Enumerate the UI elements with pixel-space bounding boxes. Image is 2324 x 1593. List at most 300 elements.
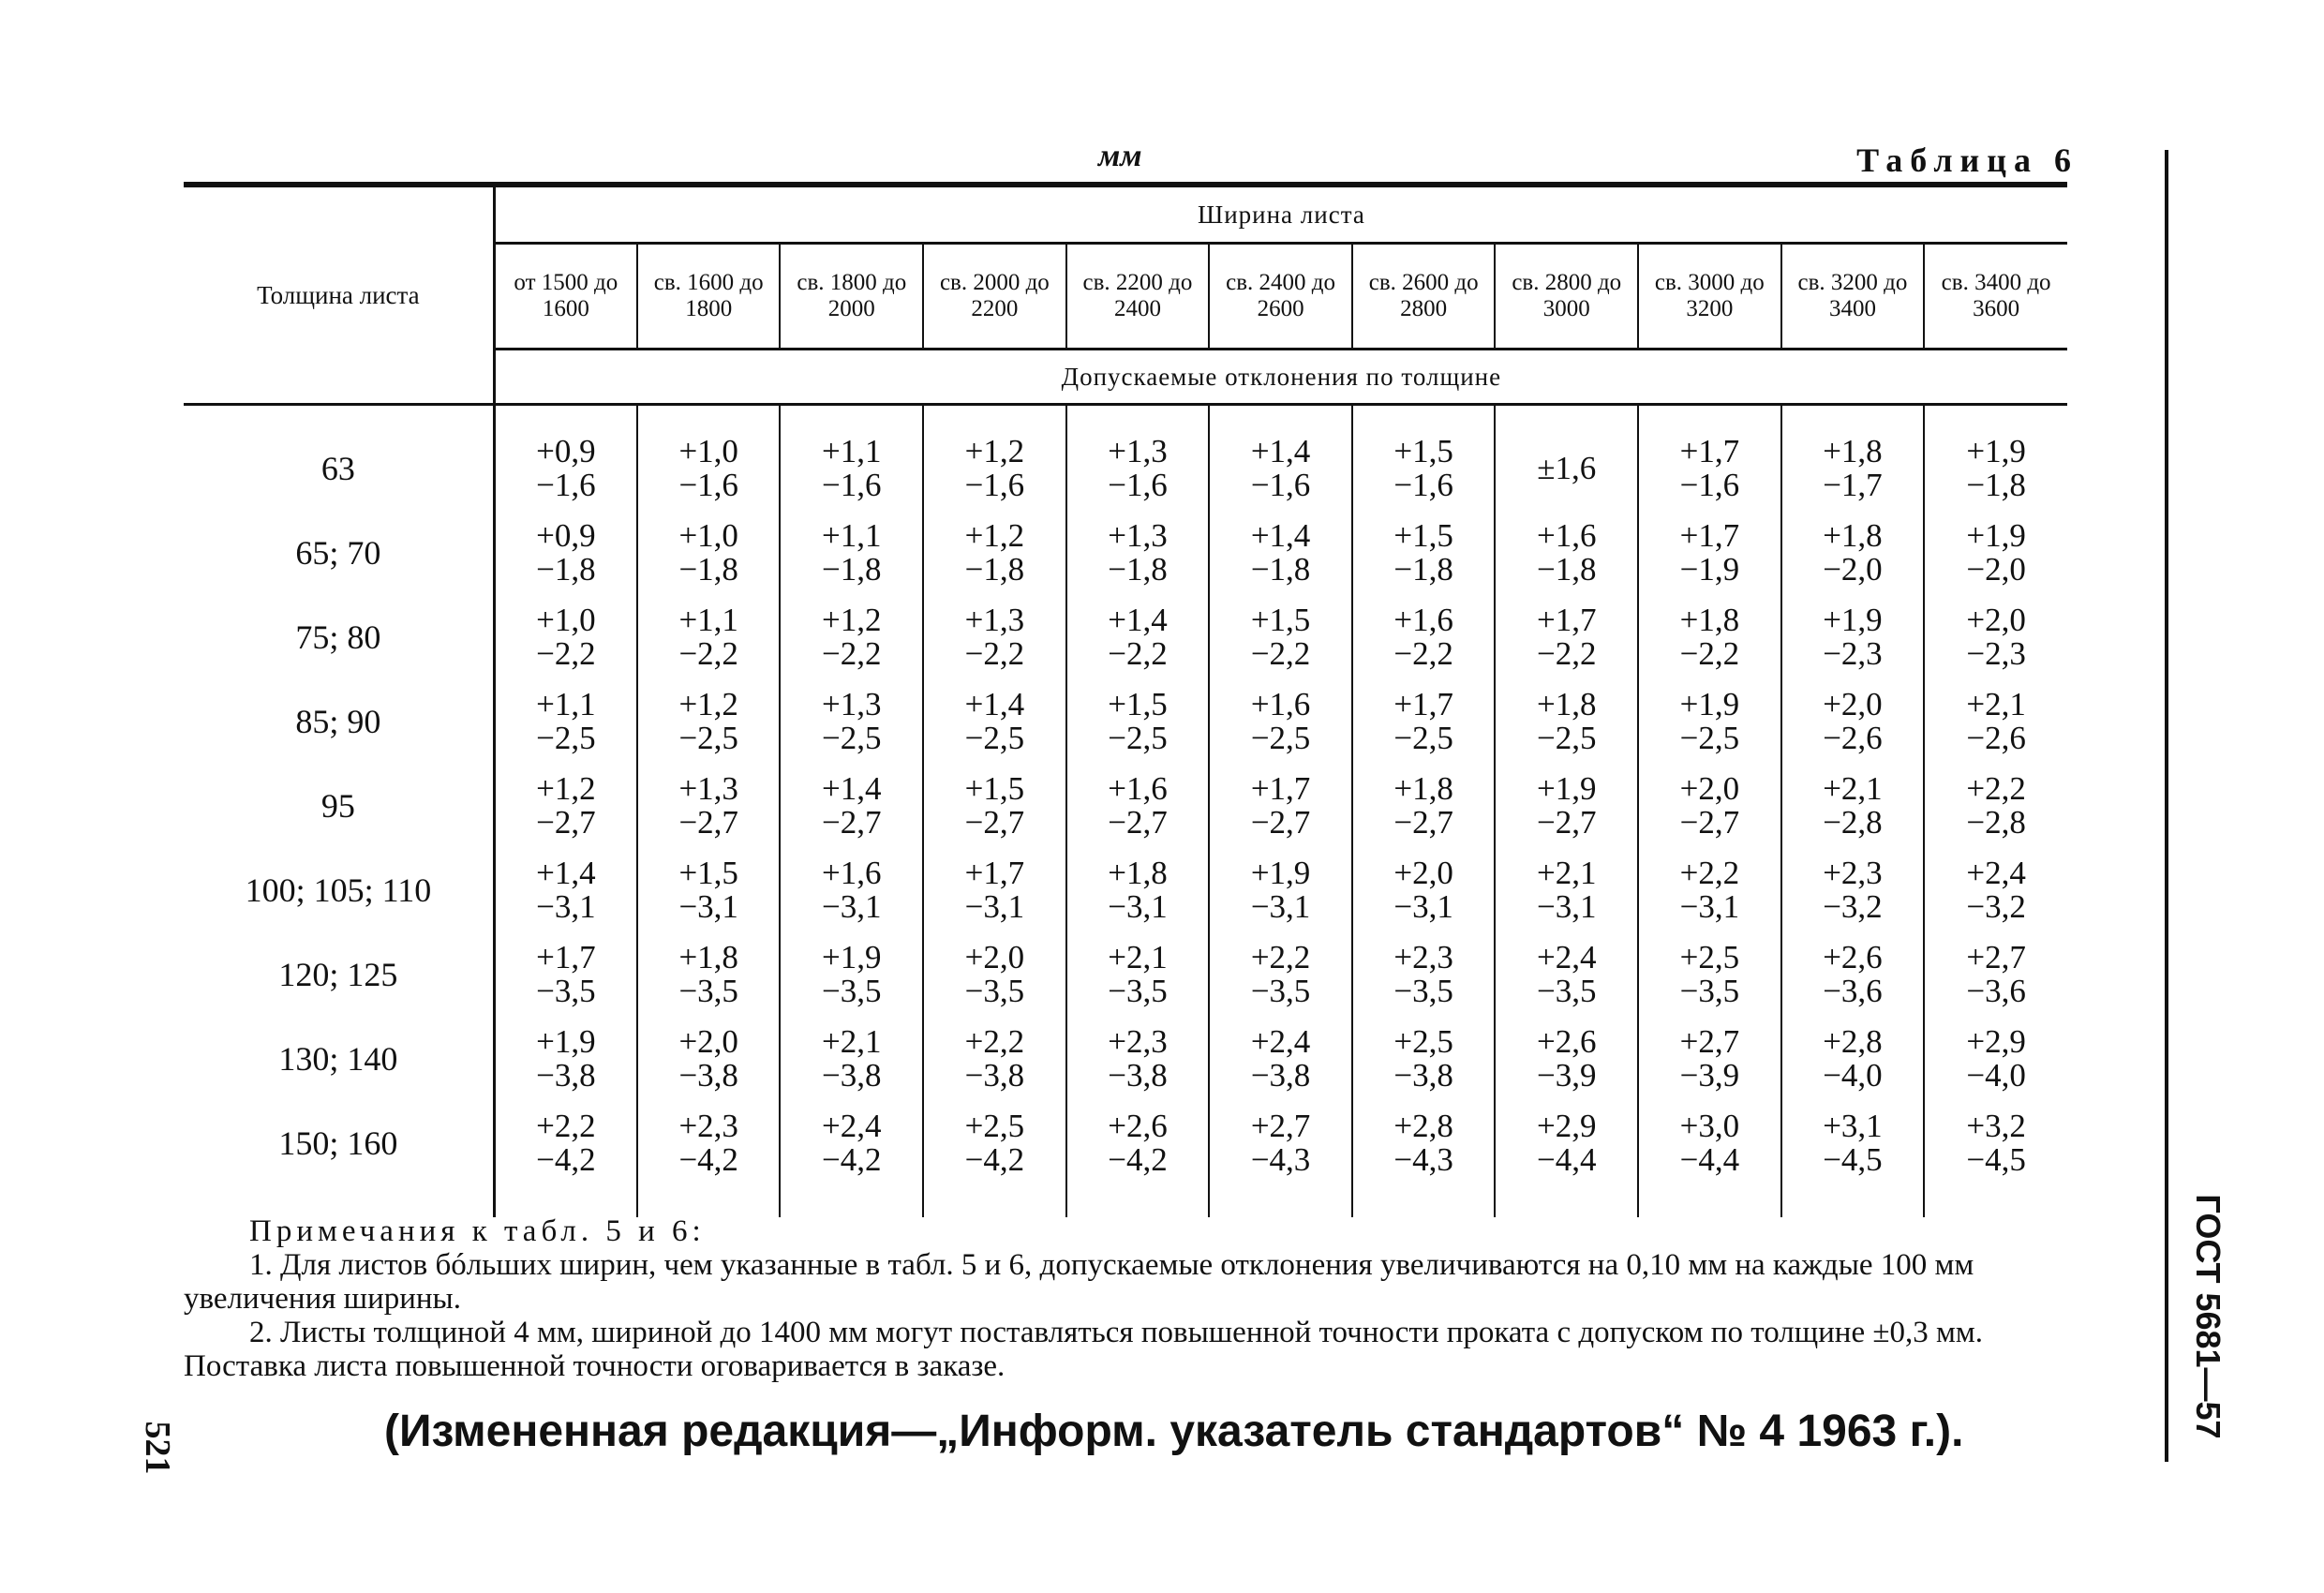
deviation-cell	[1352, 1017, 1496, 1101]
upper-deviation: +2,4	[1250, 1023, 1311, 1060]
upper-deviation: +2,6	[1823, 939, 1883, 975]
upper-deviation: +1,9	[1823, 602, 1883, 638]
upper-deviation: +2,4	[1966, 855, 2026, 891]
upper-deviation: +1,0	[536, 602, 596, 638]
deviation-cell	[1495, 1101, 1638, 1217]
upper-deviation: +2,0	[678, 1023, 738, 1060]
table-row	[184, 1101, 2067, 1217]
upper-deviation: +2,3	[678, 1108, 738, 1144]
upper-deviation: +2,6	[1108, 1108, 1168, 1144]
lower-deviation: −1,6	[1108, 467, 1168, 503]
deviation-cell	[1638, 932, 1781, 1017]
deviation-cell	[1924, 848, 2067, 932]
thickness-cell: 150; 160	[184, 1101, 494, 1217]
width-col-header: св. 2800 до 3000	[1495, 244, 1638, 350]
deviation-cell	[637, 848, 781, 932]
deviation-cell	[1209, 1101, 1352, 1217]
deviation-cell	[923, 595, 1066, 679]
width-col-header: св. 1800 до 2000	[780, 244, 923, 350]
lower-deviation: −2,7	[678, 804, 738, 841]
standard-designation	[2189, 1190, 2227, 1443]
upper-deviation: +1,8	[1823, 517, 1883, 554]
deviation-cell	[780, 511, 923, 595]
upper-deviation: +1,8	[1679, 602, 1740, 638]
lower-deviation: −1,7	[1823, 467, 1883, 503]
lower-deviation: −2,5	[1537, 720, 1597, 756]
deviation-cell	[1066, 932, 1210, 1017]
upper-deviation: +1,4	[536, 855, 596, 891]
thickness-cell: 85; 90	[184, 679, 494, 764]
deviation-cell	[780, 1017, 923, 1101]
deviation-cell	[1209, 932, 1352, 1017]
lower-deviation: −3,6	[1823, 973, 1883, 1009]
deviation-cell	[1066, 511, 1210, 595]
width-col-header: св. 2400 до 2600	[1209, 244, 1352, 350]
upper-deviation: +1,0	[678, 517, 738, 554]
lower-deviation: −2,0	[1966, 551, 2026, 588]
lower-deviation: −2,7	[536, 804, 596, 841]
deviation-cell	[494, 511, 637, 595]
lower-deviation: −1,8	[1393, 551, 1453, 588]
deviation-cell	[1638, 848, 1781, 932]
lower-deviation: −3,8	[536, 1057, 596, 1094]
deviation-cell	[1495, 679, 1638, 764]
deviation-cell	[1638, 405, 1781, 512]
thickness-cell: 63	[184, 405, 494, 512]
deviation-cell	[1352, 595, 1496, 679]
upper-deviation: +1,9	[1537, 770, 1597, 807]
upper-deviation: +1,3	[964, 602, 1025, 638]
notes-block	[184, 1214, 2095, 1383]
deviation-cell	[923, 764, 1066, 848]
upper-deviation: +1,2	[678, 686, 738, 722]
deviation-cell	[1781, 932, 1925, 1017]
lower-deviation: −4,5	[1823, 1141, 1883, 1178]
deviation-cell	[1924, 1101, 2067, 1217]
upper-deviation: +1,9	[1966, 433, 2026, 469]
deviation-cell	[780, 405, 923, 512]
upper-deviation: +2,5	[1679, 939, 1740, 975]
upper-deviation: +1,4	[1250, 433, 1311, 469]
upper-deviation: +2,5	[1393, 1023, 1453, 1060]
lower-deviation: −2,2	[1250, 635, 1311, 672]
lower-deviation: −3,9	[1537, 1057, 1597, 1094]
deviation-cell	[1495, 848, 1638, 932]
upper-deviation: +1,7	[536, 939, 596, 975]
upper-deviation: +1,8	[1537, 686, 1597, 722]
width-col-header: св. 2000 до 2200	[923, 244, 1066, 350]
lower-deviation: −2,5	[822, 720, 882, 756]
lower-deviation: −4,3	[1393, 1141, 1453, 1178]
lower-deviation: −3,9	[1679, 1057, 1740, 1094]
upper-deviation: +1,7	[1537, 602, 1597, 638]
upper-deviation: +2,2	[964, 1023, 1025, 1060]
upper-deviation: +2,6	[1537, 1023, 1597, 1060]
deviation-cell	[494, 595, 637, 679]
lower-deviation: −2,5	[964, 720, 1025, 756]
upper-deviation: +2,1	[1966, 686, 2026, 722]
deviation-cell	[637, 679, 781, 764]
lower-deviation: −2,0	[1823, 551, 1883, 588]
deviation-cell	[1638, 595, 1781, 679]
deviation-cell	[780, 932, 923, 1017]
lower-deviation: −3,5	[1679, 973, 1740, 1009]
upper-deviation: +1,4	[1250, 517, 1311, 554]
deviation-cell	[1924, 405, 2067, 512]
lower-deviation: −2,8	[1966, 804, 2026, 841]
tolerance-table-body	[184, 405, 2067, 1218]
deviation-cell	[1495, 511, 1638, 595]
deviation-cell	[1781, 511, 1925, 595]
lower-deviation: −3,1	[536, 888, 596, 925]
deviation-cell	[1781, 679, 1925, 764]
upper-deviation: +1,1	[822, 517, 882, 554]
deviation-cell	[637, 405, 781, 512]
upper-deviation: +0,9	[536, 517, 596, 554]
deviation-cell	[494, 848, 637, 932]
lower-deviation: −2,2	[1537, 635, 1597, 672]
upper-deviation: +1,8	[1108, 855, 1168, 891]
deviation-cell	[1924, 932, 2067, 1017]
deviation-cell	[637, 1101, 781, 1217]
lower-deviation: −2,7	[1537, 804, 1597, 841]
upper-deviation: +2,2	[536, 1108, 596, 1144]
deviation-cell	[1066, 679, 1210, 764]
lower-deviation: −3,2	[1966, 888, 2026, 925]
upper-deviation: +2,2	[1679, 855, 1740, 891]
upper-deviation: +2,0	[1966, 602, 2026, 638]
deviation-cell	[1209, 679, 1352, 764]
upper-deviation: +1,3	[822, 686, 882, 722]
lower-deviation: −2,8	[1823, 804, 1883, 841]
deviation-cell	[1352, 764, 1496, 848]
upper-deviation: +2,9	[1537, 1108, 1597, 1144]
deviation-cell	[1209, 405, 1352, 512]
thickness-cell: 130; 140	[184, 1017, 494, 1101]
deviation-cell	[1638, 1101, 1781, 1217]
lower-deviation: −1,8	[1108, 551, 1168, 588]
lower-deviation: −4,2	[678, 1141, 738, 1178]
deviation-cell	[1209, 595, 1352, 679]
lower-deviation: −4,4	[1679, 1141, 1740, 1178]
upper-deviation: +2,8	[1393, 1108, 1453, 1144]
lower-deviation: −3,1	[1250, 888, 1311, 925]
lower-deviation: −1,8	[536, 551, 596, 588]
lower-deviation: −3,5	[1537, 973, 1597, 1009]
upper-deviation: +1,6	[1108, 770, 1168, 807]
lower-deviation: −4,2	[1108, 1141, 1168, 1178]
notes-title: Примечания к табл. 5 и 6:	[249, 1214, 706, 1248]
upper-deviation: +1,7	[1393, 686, 1453, 722]
edition-note: (Измененная редакция—„Информ. указатель стандартов“ № 4 1963 г.).	[384, 1407, 1964, 1456]
lower-deviation: −3,5	[964, 973, 1025, 1009]
deviation-cell	[1066, 764, 1210, 848]
deviation-cell	[1495, 1017, 1638, 1101]
upper-deviation: +2,7	[1679, 1023, 1740, 1060]
deviation-subheader: Допускаемые отклонения по толщине	[494, 350, 2067, 405]
lower-deviation: −2,2	[678, 635, 738, 672]
note-2: 2. Листы толщиной 4 мм, шириной до 1400 мм могут поставляться повышенной точности проката с допуском по толщине ±0,3 мм. Поставка листа повышенной точности оговаривается в заказе.	[184, 1316, 1983, 1383]
upper-deviation: +3,0	[1679, 1108, 1740, 1144]
upper-deviation: +1,4	[1108, 602, 1168, 638]
lower-deviation: −1,8	[1966, 467, 2026, 503]
upper-deviation: +1,7	[1679, 433, 1740, 469]
upper-deviation: ±1,6	[1537, 450, 1597, 486]
deviation-cell	[1924, 679, 2067, 764]
lower-deviation: −3,1	[822, 888, 882, 925]
lower-deviation: −4,0	[1823, 1057, 1883, 1094]
standard-label: ГОСТ 5681—57	[2189, 1194, 2227, 1439]
lower-deviation: −3,5	[1250, 973, 1311, 1009]
upper-deviation: +1,9	[1250, 855, 1311, 891]
upper-deviation: +2,0	[1393, 855, 1453, 891]
upper-deviation: +2,1	[822, 1023, 882, 1060]
lower-deviation: −3,5	[1393, 973, 1453, 1009]
upper-deviation: +3,2	[1966, 1108, 2026, 1144]
lower-deviation: −2,2	[1393, 635, 1453, 672]
lower-deviation: −2,2	[1108, 635, 1168, 672]
deviation-cell	[1638, 679, 1781, 764]
deviation-cell	[1924, 511, 2067, 595]
width-col-header: св. 2200 до 2400	[1066, 244, 1210, 350]
deviation-cell	[1066, 595, 1210, 679]
upper-deviation: +1,9	[1679, 686, 1740, 722]
lower-deviation: −4,4	[1537, 1141, 1597, 1178]
deviation-cell	[1352, 679, 1496, 764]
lower-deviation: −3,1	[1393, 888, 1453, 925]
lower-deviation: −2,2	[822, 635, 882, 672]
lower-deviation: −3,1	[678, 888, 738, 925]
upper-deviation: +2,1	[1823, 770, 1883, 807]
margin-rule	[2165, 150, 2168, 1462]
deviation-cell	[637, 764, 781, 848]
lower-deviation: −1,8	[678, 551, 738, 588]
lower-deviation: −2,7	[1108, 804, 1168, 841]
deviation-cell	[1781, 1101, 1925, 1217]
lower-deviation: −3,2	[1823, 888, 1883, 925]
deviation-cell	[1352, 511, 1496, 595]
upper-deviation: +1,2	[964, 433, 1025, 469]
lower-deviation: −2,5	[1679, 720, 1740, 756]
deviation-cell	[494, 764, 637, 848]
lower-deviation: −3,8	[1108, 1057, 1168, 1094]
table-row	[184, 405, 2067, 512]
tolerance-table	[184, 182, 2067, 1217]
lower-deviation: −3,8	[822, 1057, 882, 1094]
deviation-cell	[1924, 764, 2067, 848]
lower-deviation: −2,3	[1823, 635, 1883, 672]
deviation-cell	[637, 932, 781, 1017]
lower-deviation: −2,7	[1393, 804, 1453, 841]
upper-deviation: +2,2	[1250, 939, 1311, 975]
upper-deviation: +1,6	[1250, 686, 1311, 722]
deviation-cell	[780, 595, 923, 679]
upper-deviation: +1,5	[964, 770, 1025, 807]
lower-deviation: −1,6	[678, 467, 738, 503]
upper-deviation: +1,9	[536, 1023, 596, 1060]
upper-deviation: +1,8	[1823, 433, 1883, 469]
lower-deviation: −2,7	[822, 804, 882, 841]
upper-deviation: +1,2	[964, 517, 1025, 554]
lower-deviation: −3,6	[1966, 973, 2026, 1009]
upper-deviation: +1,6	[1393, 602, 1453, 638]
deviation-cell	[1495, 595, 1638, 679]
lower-deviation: −2,7	[964, 804, 1025, 841]
deviation-cell	[637, 1017, 781, 1101]
lower-deviation: −2,7	[1250, 804, 1311, 841]
lower-deviation: −2,5	[678, 720, 738, 756]
lower-deviation: −3,5	[1108, 973, 1168, 1009]
upper-deviation: +1,3	[1108, 517, 1168, 554]
upper-deviation: +1,7	[1679, 517, 1740, 554]
deviation-cell	[494, 932, 637, 1017]
lower-deviation: −2,5	[1108, 720, 1168, 756]
deviation-cell	[1352, 848, 1496, 932]
lower-deviation: −2,5	[536, 720, 596, 756]
table-row	[184, 932, 2067, 1017]
deviation-cell	[923, 932, 1066, 1017]
upper-deviation: +2,3	[1823, 855, 1883, 891]
lower-deviation: −4,0	[1966, 1057, 2026, 1094]
upper-deviation: +1,8	[1393, 770, 1453, 807]
deviation-cell	[780, 848, 923, 932]
width-col-header: св. 2600 до 2800	[1352, 244, 1496, 350]
lower-deviation: −2,6	[1823, 720, 1883, 756]
lower-deviation: −1,6	[536, 467, 596, 503]
deviation-cell	[637, 511, 781, 595]
deviation-cell	[1781, 1017, 1925, 1101]
note-1: 1. Для листов бóльших ширин, чем указанные в табл. 5 и 6, допускаемые отклонения увеличиваются на 0,10 мм на каждые 100 мм увеличения ширины.	[184, 1248, 1974, 1316]
deviation-cell	[1638, 511, 1781, 595]
deviation-cell	[494, 1101, 637, 1217]
upper-deviation: +1,4	[964, 686, 1025, 722]
table-row	[184, 848, 2067, 932]
deviation-cell	[923, 848, 1066, 932]
width-col-header: св. 3400 до 3600	[1924, 244, 2067, 350]
lower-deviation: −3,8	[1393, 1057, 1453, 1094]
upper-deviation: +1,5	[1108, 686, 1168, 722]
upper-deviation: +1,7	[964, 855, 1025, 891]
upper-deviation: +2,9	[1966, 1023, 2026, 1060]
upper-deviation: +2,2	[1966, 770, 2026, 807]
deviation-cell	[637, 595, 781, 679]
table-row	[184, 679, 2067, 764]
lower-deviation: −4,2	[822, 1141, 882, 1178]
upper-deviation: +1,6	[1537, 517, 1597, 554]
deviation-cell	[1638, 764, 1781, 848]
upper-deviation: +2,8	[1823, 1023, 1883, 1060]
deviation-cell	[1781, 595, 1925, 679]
lower-deviation: −4,2	[964, 1141, 1025, 1178]
deviation-cell	[1638, 1017, 1781, 1101]
upper-deviation: +3,1	[1823, 1108, 1883, 1144]
upper-deviation: +1,5	[1393, 433, 1453, 469]
deviation-cell	[1209, 511, 1352, 595]
upper-deviation: +1,5	[678, 855, 738, 891]
upper-deviation: +1,6	[822, 855, 882, 891]
lower-deviation: −3,1	[964, 888, 1025, 925]
width-col-header: св. 3200 до 3400	[1781, 244, 1925, 350]
deviation-cell	[1495, 764, 1638, 848]
upper-deviation: +1,5	[1393, 517, 1453, 554]
lower-deviation: −1,6	[1393, 467, 1453, 503]
deviation-cell	[923, 679, 1066, 764]
deviation-cell	[1352, 932, 1496, 1017]
table-row	[184, 764, 2067, 848]
upper-deviation: +1,0	[678, 433, 738, 469]
thickness-cell: 120; 125	[184, 932, 494, 1017]
upper-deviation: +2,0	[964, 939, 1025, 975]
deviation-cell	[923, 1101, 1066, 1217]
upper-deviation: +1,2	[536, 770, 596, 807]
upper-deviation: +1,7	[1250, 770, 1311, 807]
lower-deviation: −2,5	[1393, 720, 1453, 756]
lower-deviation: −3,1	[1537, 888, 1597, 925]
upper-deviation: +1,3	[678, 770, 738, 807]
lower-deviation: −1,6	[822, 467, 882, 503]
upper-deviation: +2,3	[1393, 939, 1453, 975]
deviation-cell	[923, 511, 1066, 595]
lower-deviation: −2,2	[536, 635, 596, 672]
upper-deviation: +2,4	[1537, 939, 1597, 975]
table-number: Таблица 6	[1856, 141, 2078, 179]
upper-deviation: +1,1	[678, 602, 738, 638]
deviation-cell	[1781, 764, 1925, 848]
upper-deviation: +0,9	[536, 433, 596, 469]
upper-deviation: +2,0	[1679, 770, 1740, 807]
deviation-cell	[494, 405, 637, 512]
width-group-header: Ширина листа	[494, 185, 2067, 244]
upper-deviation: +1,9	[1966, 517, 2026, 554]
deviation-cell	[780, 679, 923, 764]
lower-deviation: −2,5	[1250, 720, 1311, 756]
lower-deviation: −1,8	[1250, 551, 1311, 588]
deviation-cell	[1209, 848, 1352, 932]
upper-deviation: +2,0	[1823, 686, 1883, 722]
deviation-cell	[1209, 1017, 1352, 1101]
deviation-cell	[1066, 405, 1210, 512]
lower-deviation: −2,2	[964, 635, 1025, 672]
lower-deviation: −1,8	[822, 551, 882, 588]
lower-deviation: −3,8	[964, 1057, 1025, 1094]
width-col-header: св. 3000 до 3200	[1638, 244, 1781, 350]
lower-deviation: −3,5	[822, 973, 882, 1009]
upper-deviation: +1,1	[536, 686, 596, 722]
thickness-header: Толщина листа	[184, 185, 494, 405]
upper-deviation: +2,5	[964, 1108, 1025, 1144]
lower-deviation: −3,1	[1108, 888, 1168, 925]
page-number	[129, 1406, 186, 1490]
upper-deviation: +1,4	[822, 770, 882, 807]
upper-deviation: +2,3	[1108, 1023, 1168, 1060]
deviation-cell	[1924, 1017, 2067, 1101]
lower-deviation: −4,3	[1250, 1141, 1311, 1178]
lower-deviation: −1,6	[964, 467, 1025, 503]
deviation-cell	[1066, 848, 1210, 932]
table-row	[184, 511, 2067, 595]
table-row	[184, 595, 2067, 679]
deviation-cell	[494, 1017, 637, 1101]
lower-deviation: −1,8	[1537, 551, 1597, 588]
upper-deviation: +1,2	[822, 602, 882, 638]
upper-deviation: +2,4	[822, 1108, 882, 1144]
deviation-cell	[923, 405, 1066, 512]
upper-deviation: +1,1	[822, 433, 882, 469]
upper-deviation: +1,3	[1108, 433, 1168, 469]
lower-deviation: −1,9	[1679, 551, 1740, 588]
deviation-cell	[1066, 1101, 1210, 1217]
deviation-cell	[1495, 405, 1638, 512]
